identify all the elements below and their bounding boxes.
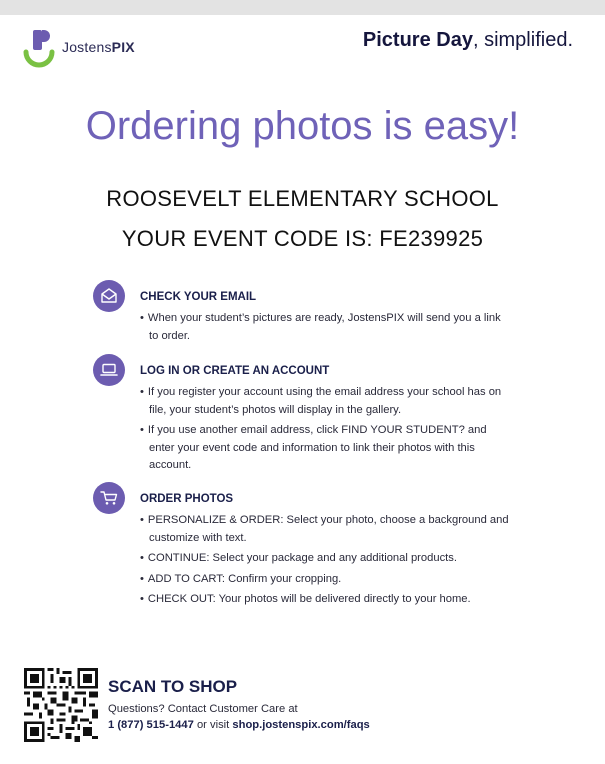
step-bullets	[140, 310, 510, 348]
questions-text: Questions? Contact Customer Care at	[108, 703, 298, 715]
step-title: CHECK YOUR EMAIL	[140, 291, 257, 303]
bullet-item: • When your student’s pictures are ready, JostensPIX will send you a link to order.	[140, 310, 510, 345]
or-visit-text: or visit	[193, 719, 233, 731]
bullet-item: • CHECK OUT: Your photos will be delivered directly to your home.	[140, 591, 510, 609]
step-bullets	[140, 384, 510, 478]
page-headline: Ordering photos is easy!	[85, 104, 520, 148]
logo-mark-icon	[22, 28, 56, 68]
step-bullets	[140, 512, 510, 612]
qr-code[interactable]	[24, 668, 98, 742]
step-title: ORDER PHOTOS	[140, 493, 234, 505]
scan-to-shop-title: SCAN TO SHOP	[108, 677, 238, 696]
faq-link[interactable]: shop.jostenspix.com/faqs	[232, 719, 370, 731]
cart-icon	[93, 482, 125, 514]
bullet-item: • ADD TO CART: Confirm your cropping.	[140, 571, 510, 589]
phone-number[interactable]: 1 (877) 515-1447	[108, 719, 194, 731]
logo-text: JostensPIX	[62, 39, 135, 55]
footer	[24, 668, 584, 742]
step-title: LOG IN OR CREATE AN ACCOUNT	[140, 365, 330, 377]
school-name: ROOSEVELT ELEMENTARY SCHOOL	[106, 186, 499, 211]
top-bar	[0, 0, 605, 15]
bullet-item: • CONTINUE: Select your package and any additional products.	[140, 550, 510, 568]
envelope-icon	[93, 280, 125, 312]
bullet-item: • If you use another email address, click FIND YOUR STUDENT? and enter your event code and information to link their photos with this account.	[140, 422, 510, 475]
tagline: Picture Day, simplified.	[362, 29, 573, 51]
jostenspix-logo	[22, 28, 157, 68]
laptop-icon	[93, 354, 125, 386]
contact-line	[108, 719, 370, 731]
bullet-item: • If you register your account using the email address your school has on file, your student’s photos will display in the gallery.	[140, 384, 510, 419]
event-code: YOUR EVENT CODE IS: FE239925	[121, 226, 484, 251]
bullet-item: • PERSONALIZE & ORDER: Select your photo, choose a background and customize with text.	[140, 512, 510, 547]
